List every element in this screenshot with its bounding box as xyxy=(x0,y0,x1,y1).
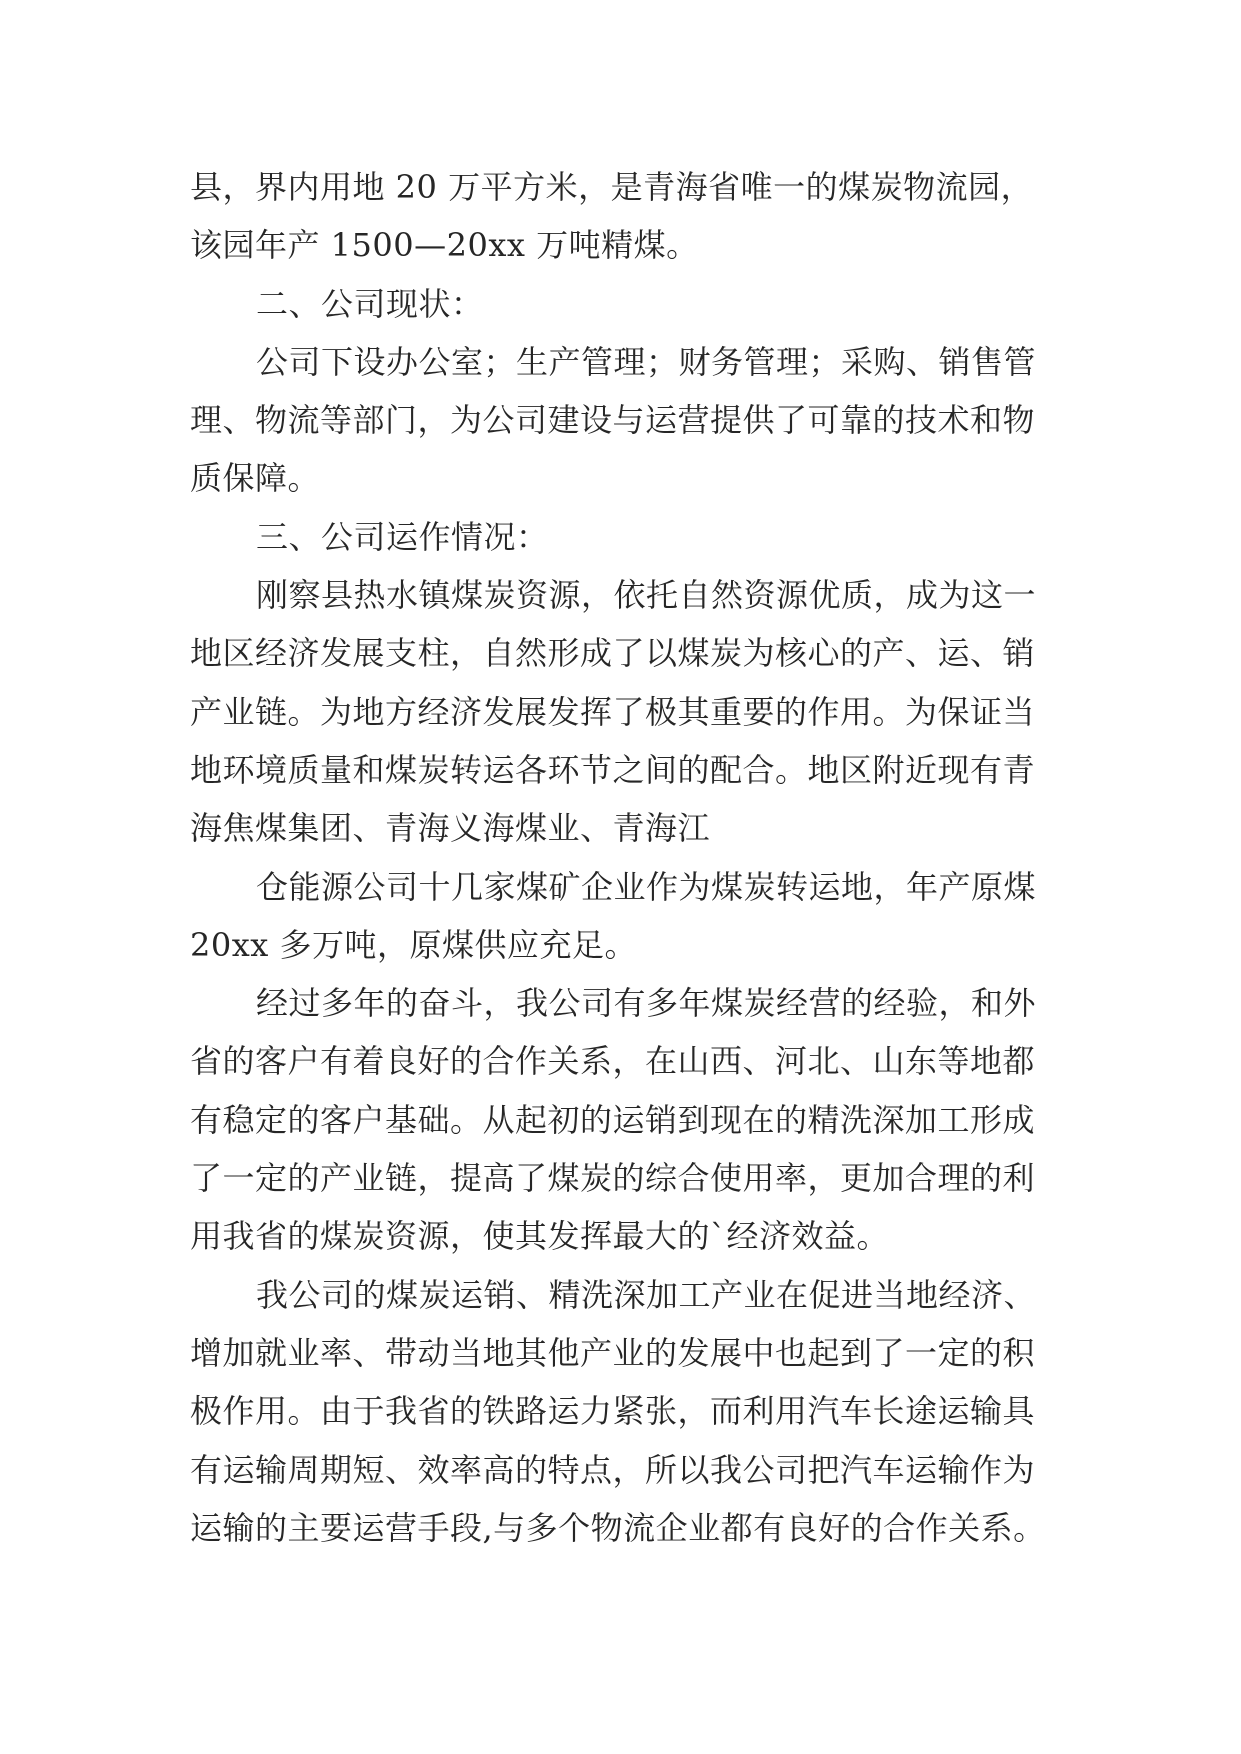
text-line: 极作用。由于我省的铁路运力紧张，而利用汽车长途运输具 xyxy=(190,1392,1036,1431)
section-heading: 二、公司现状： xyxy=(256,284,484,323)
text-line: 产业链。为地方经济发展发挥了极其重要的作用。为保证当 xyxy=(190,692,1036,731)
text-line: 公司下设办公室；生产管理；财务管理；采购、销售管 xyxy=(256,342,1037,381)
text-line: 海焦煤集团、青海义海煤业、青海江 xyxy=(190,809,711,848)
text-line: 了一定的产业链，提高了煤炭的综合使用率，更加合理的利 xyxy=(190,1159,1036,1198)
text-line: 经过多年的奋斗，我公司有多年煤炭经营的经验，和外 xyxy=(256,984,1037,1023)
text-line: 有运输周期短、效率高的特点，所以我公司把汽车运输作为 xyxy=(190,1450,1036,1489)
text-line: 有稳定的客户基础。从起初的运销到现在的精洗深加工形成 xyxy=(190,1100,1036,1139)
text-line: 该园年产 1500—20xx 万吨精煤。 xyxy=(190,226,699,265)
text-line: 运输的主要运营手段,与多个物流企业都有良好的合作关系。 xyxy=(190,1508,1046,1547)
text-line: 省的客户有着良好的合作关系，在山西、河北、山东等地都 xyxy=(190,1042,1036,1081)
text-line: 刚察县热水镇煤炭资源，依托自然资源优质，成为这一 xyxy=(256,576,1037,615)
section-heading: 三、公司运作情况： xyxy=(256,517,549,556)
text-line: 我公司的煤炭运销、精洗深加工产业在促进当地经济、 xyxy=(256,1275,1037,1314)
text-line: 地环境质量和煤炭转运各环节之间的配合。地区附近现有青 xyxy=(190,750,1036,789)
text-line: 地区经济发展支柱，自然形成了以煤炭为核心的产、运、销 xyxy=(190,634,1036,673)
text-line: 用我省的煤炭资源，使其发挥最大的`经济效益。 xyxy=(190,1217,890,1256)
text-line: 理、物流等部门，为公司建设与运营提供了可靠的技术和物 xyxy=(190,401,1036,440)
document-body xyxy=(190,158,1070,1557)
text-line: 县，界内用地 20 万平方米，是青海省唯一的煤炭物流园， xyxy=(190,168,1034,206)
text-line: 质保障。 xyxy=(190,459,321,498)
text-line: 20xx 多万吨，原煤供应充足。 xyxy=(190,925,637,964)
text-line: 仓能源公司十几家煤矿企业作为煤炭转运地，年产原煤 xyxy=(256,867,1037,906)
text-line: 增加就业率、带动当地其他产业的发展中也起到了一定的积 xyxy=(190,1333,1036,1372)
